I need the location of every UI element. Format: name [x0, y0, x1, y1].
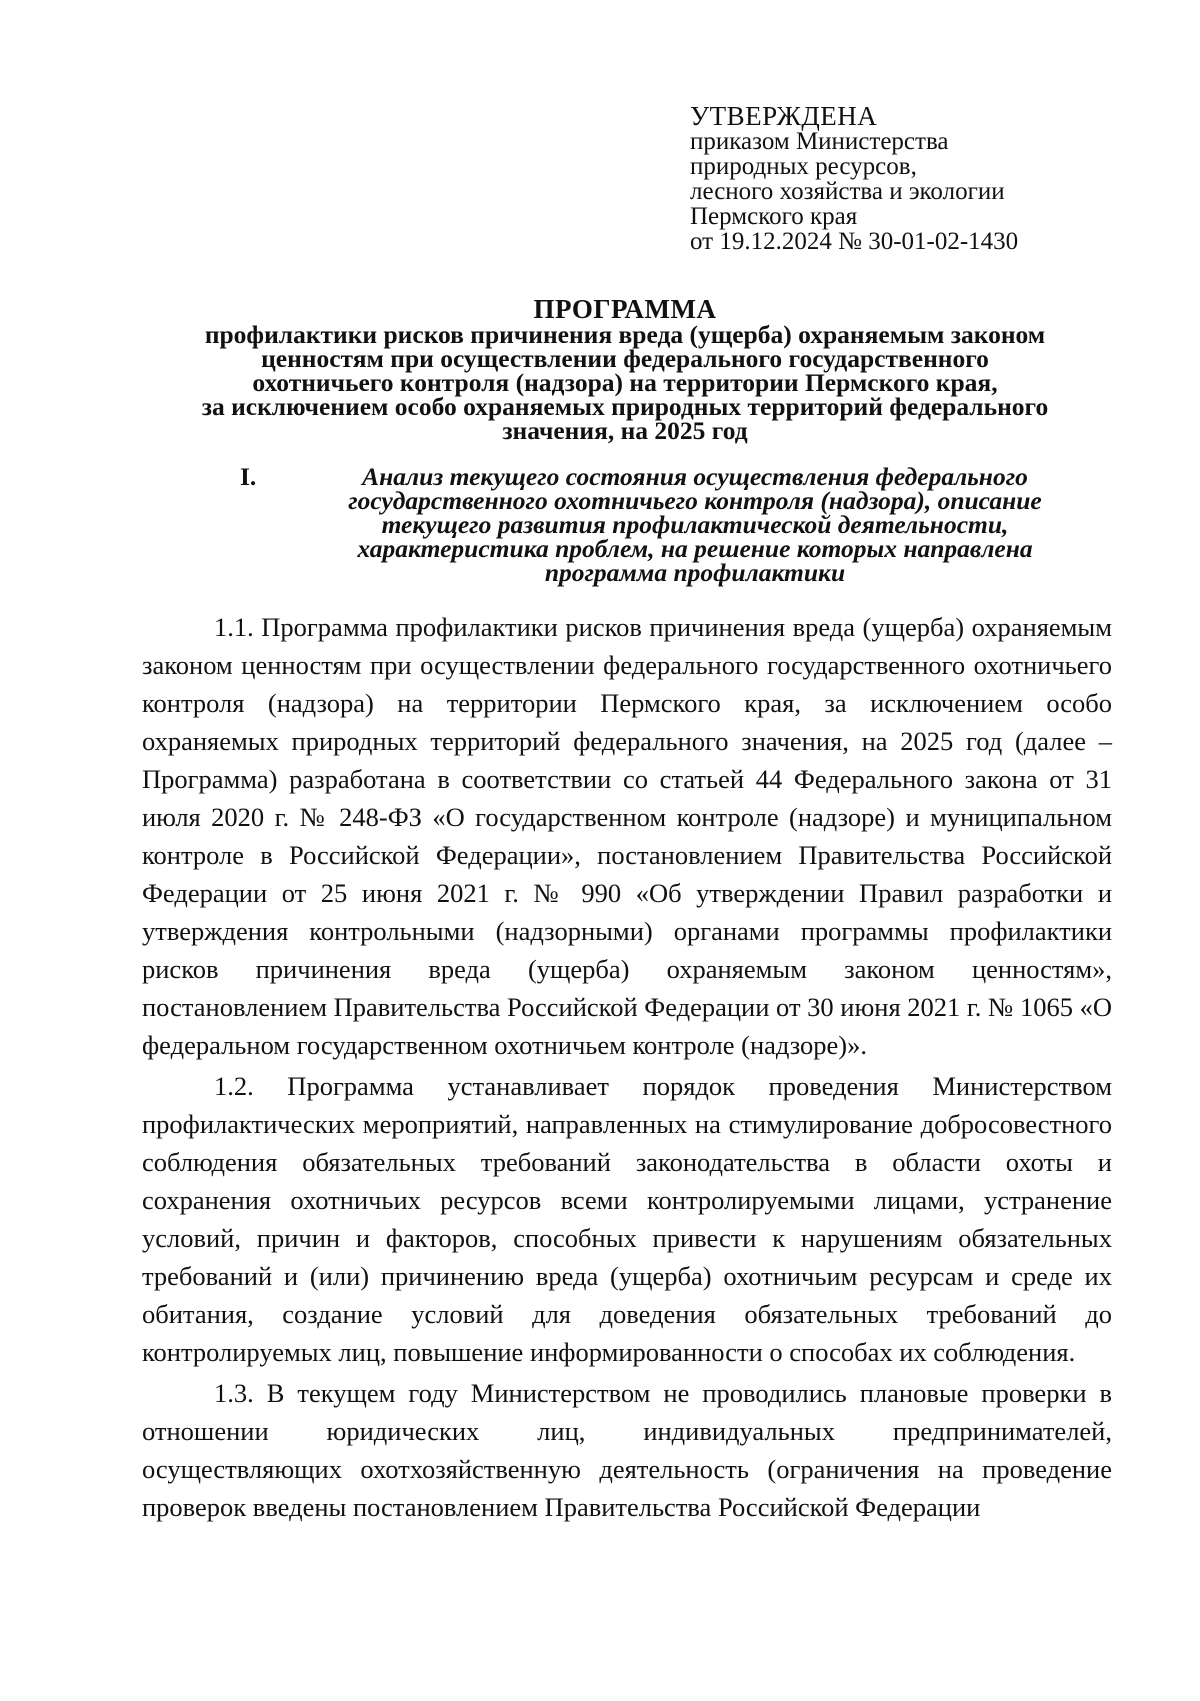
section-title-line: характеристика проблем, на решение которых направлена: [357, 534, 1033, 563]
paragraph-1-2: 1.2. Программа устанавливает порядок проведения Министерством профилактических мероприятий, направленных на стимулирование добросовестного соблюдения обязательных требований законодательства в области охоты и сохранения охотничьих ресурсов всеми контролируемыми лицами, устранение условий, причин и факторов, способных привести к нарушениям обязательных требований и (или) причинению вреда (ущерба) охотничьим ресурсам и среде их обитания, создание условий для доведения обязательных требований до контролируемых лиц, повышение информированности о способах их соблюдения.: [142, 1071, 1112, 1367]
title-line: ценностям при осуществлении федерального государственного: [261, 344, 989, 373]
title-line: значения, на 2025 год: [502, 416, 748, 445]
title-line: за исключением особо охраняемых природных территорий федерального: [201, 392, 1049, 421]
approval-heading: УТВЕРЖДЕНА: [690, 101, 878, 131]
approval-stamp: [690, 101, 1019, 255]
section-title-line: государственного охотничьего контроля (надзора), описание: [348, 486, 1042, 515]
approval-order-number: от 19.12.2024 № 30-01-02-1430: [690, 228, 1019, 255]
section-title-line: программа профилактики: [544, 558, 846, 587]
title-main: ПРОГРАММА: [533, 294, 717, 324]
paragraph-1-3: 1.3. В текущем году Министерством не проводились плановые проверки в отношении юридических лиц, индивидуальных предпринимателей, осуществляющих охотхозяйственную деятельность (ограничения на проведение проверок введены постановлением Правительства Российской Федерации: [142, 1378, 1112, 1522]
approval-line: лесного хозяйства и экологии: [690, 178, 1005, 205]
document-body: [142, 608, 1112, 1526]
title-line: профилактики рисков причинения вреда (ущерба) охраняемым законом: [204, 320, 1046, 349]
paragraph-1-1: 1.1. Программа профилактики рисков причинения вреда (ущерба) охраняемым законом ценностям при осуществлении федерального государственного охотничьего контроля (надзора) на территории Пермского края, за исключением особо охраняемых природных территорий федерального значения, на 2025 год (далее – Программа) разработана в соответствии со статьей 44 Федерального закона от 31 июля 2020 г. № 248-ФЗ «О государственном контроле (надзоре) и муниципальном контроле в Российской Федерации», постановлением Правительства Российской Федерации от 25 июня 2021 г. № 990 «Об утверждении Правил разработки и утверждения контрольными (надзорными) органами программы профилактики рисков причинения вреда (ущерба) охраняемым законом ценностям», постановлением Правительства Российской Федерации от 30 июня 2021 г. № 1065 «О федеральном государственном охотничьем контроле (надзоре)».: [142, 612, 1112, 1060]
approval-line: природных ресурсов,: [690, 153, 917, 180]
section-heading: [240, 462, 1100, 587]
document-title: [140, 295, 1110, 443]
approval-line: Пермского края: [690, 203, 858, 230]
approval-line: приказом Министерства: [690, 128, 949, 155]
title-line: охотничьего контроля (надзора) на территории Пермского края,: [252, 368, 998, 397]
section-number: I.: [240, 462, 257, 491]
section-title-line: текущего развития профилактической деятельности,: [381, 510, 1009, 539]
section-title-line: Анализ текущего состояния осуществления федерального: [362, 462, 1028, 491]
